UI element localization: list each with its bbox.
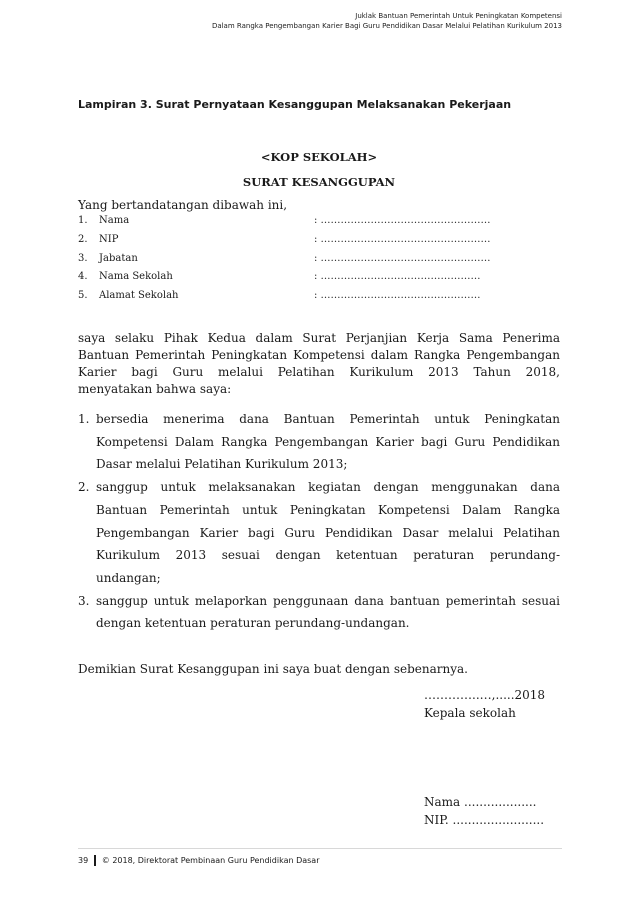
field-value-dots: : …………………………………………… <box>314 253 491 264</box>
school-letterhead-placeholder: <KOP SEKOLAH> <box>260 150 378 164</box>
item-line: undangan; <box>96 570 161 585</box>
statement-line: menyatakan bahwa saya: <box>78 382 232 396</box>
signature-role: Kepala sekolah <box>424 706 516 720</box>
item-line: Kompetensi Dalam Rangka Pengembangan Karier bagi Guru Pendidikan <box>96 434 560 449</box>
field-value-dots: : …………………………………………… <box>314 215 491 226</box>
field-label: Nama <box>99 215 130 226</box>
field-label: Alamat Sekolah <box>99 290 179 301</box>
commitment-list <box>78 408 560 635</box>
field-label: Nama Sekolah <box>99 271 173 282</box>
attachment-title: Lampiran 3. Surat Pernyataan Kesanggupan Melaksanakan Pekerjaan <box>78 98 512 111</box>
field-value-dots: : ………………………………………… <box>314 290 481 301</box>
field-number: 2. <box>78 234 88 245</box>
footer-separator <box>94 855 96 866</box>
field-value-dots: : ………………………………………… <box>314 271 481 282</box>
running-header-line-2: Dalam Rangka Pengembangan Karier Bagi Guru Pendidikan Dasar Melalui Pelatihan Kurikulum 2013 <box>211 22 562 30</box>
footer-divider <box>78 848 562 849</box>
page-footer <box>78 855 320 866</box>
item-line: Kurikulum 2013 sesuai dengan ketentuan peraturan perundang- <box>96 548 560 563</box>
item-number: 3. <box>78 593 90 608</box>
item-number: 1. <box>78 412 90 426</box>
field-number: 3. <box>78 253 88 264</box>
item-line: Pengembangan Karier bagi Guru Pendidikan Dasar melalui Pelatihan <box>96 525 560 540</box>
footer-copyright: © 2018, Direktorat Pembinaan Guru Pendidikan Dasar <box>101 856 320 865</box>
field-value-dots: : …………………………………………… <box>314 234 491 245</box>
item-line: sanggup untuk melaksanakan kegiatan dengan menggunakan dana <box>96 480 560 495</box>
field-number: 4. <box>78 271 88 282</box>
running-header-line-1: Juklak Bantuan Pemerintah Untuk Peningkatan Kompetensi <box>355 12 562 20</box>
field-label: NIP <box>99 234 119 245</box>
item-line: Bantuan Pemerintah untuk Peningkatan Kompetensi Dalam Rangka <box>96 502 560 517</box>
item-line: Dasar melalui Pelatihan Kurikulum 2013; <box>96 457 348 472</box>
page-number: 39 <box>78 856 89 865</box>
commitment-item-1 <box>78 408 560 476</box>
item-line: dengan ketentuan peraturan perundang-undangan. <box>96 616 410 631</box>
field-label: Jabatan <box>99 253 138 264</box>
statement-line: Karier bagi Guru melalui Pelatihan Kurikulum 2013 Tahun 2018, <box>78 365 560 379</box>
statement-line: saya selaku Pihak Kedua dalam Surat Perjanjian Kerja Sama Penerima <box>78 331 560 345</box>
item-line: bersedia menerima dana Bantuan Pemerintah untuk Peningkatan <box>96 412 560 426</box>
field-number: 1. <box>78 215 88 226</box>
letter-title: SURAT KESANGGUPAN <box>242 175 396 189</box>
signature-name: Nama ................... <box>424 795 537 809</box>
intro-text: Yang bertandatangan dibawah ini, <box>78 198 288 212</box>
commitment-item-2 <box>78 476 560 590</box>
item-number: 2. <box>78 480 90 495</box>
closing-statement: Demikian Surat Kesanggupan ini saya buat dengan sebenarnya. <box>78 662 468 676</box>
signature-place-date: …………..…,.....2018 <box>424 688 546 702</box>
field-number: 5. <box>78 290 88 301</box>
signature-nip: NIP. ........................ <box>424 813 545 827</box>
commitment-item-3 <box>78 590 560 635</box>
statement-line: Bantuan Pemerintah Peningkatan Kompetensi dalam Rangka Pengembangan <box>78 348 560 362</box>
item-line: sanggup untuk melaporkan penggunaan dana bantuan pemerintah sesuai <box>96 593 560 608</box>
statement-paragraph <box>78 330 560 398</box>
